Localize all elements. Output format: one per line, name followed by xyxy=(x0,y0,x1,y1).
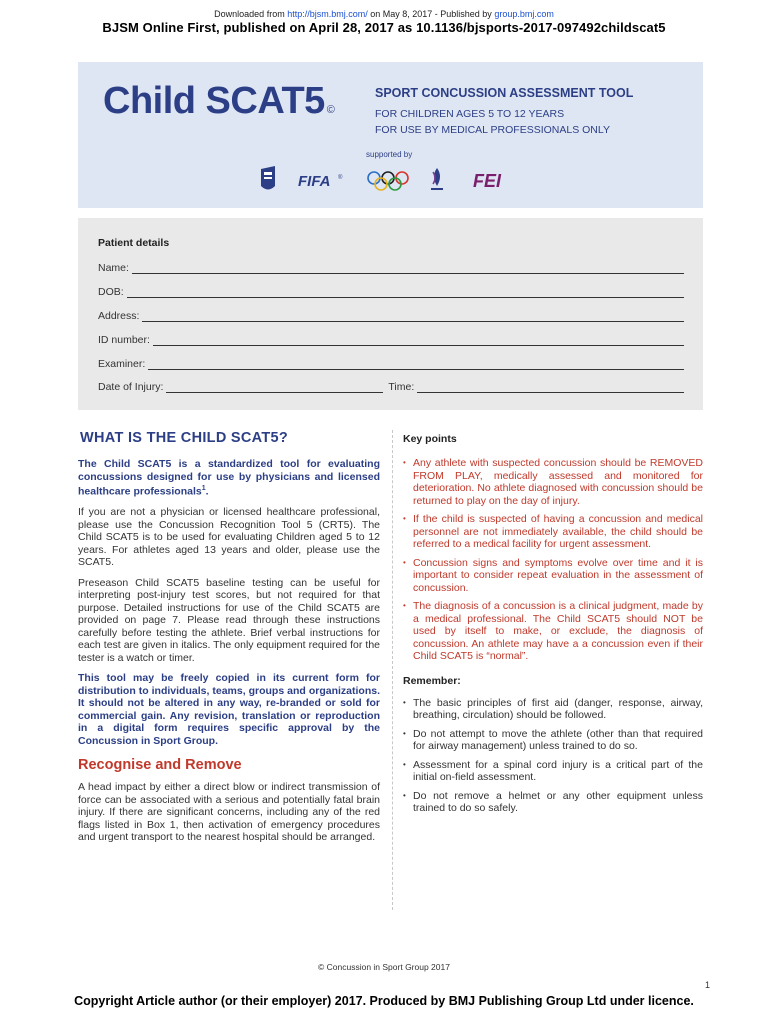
supported-by-label: supported by xyxy=(366,150,413,159)
remember-item: • Do not remove a helmet or any other equipment unless trained to do so safely. xyxy=(403,790,703,815)
licence-notice: Copyright Article author (or their employer) 2017. Produced by BMJ Publishing Group Ltd under licence. xyxy=(74,994,694,1008)
olympic-rings-icon xyxy=(368,172,408,190)
remember-item: • Assessment for a spinal cord injury is a critical part of the initial on-field assessment. xyxy=(403,759,703,784)
dob-line[interactable] xyxy=(127,288,684,298)
recognise-paragraph: A head impact by either a direct blow or indirect transmission of force can be associated with a serious and potentially fatal brain injury. If there are significant concerns, including any of the red flags listed in Box 1, then activation of emergency procedures and urgent transport to the nearest hospital should be arranged. xyxy=(78,781,380,843)
column-divider xyxy=(392,430,393,910)
examiner-line[interactable] xyxy=(148,360,684,370)
copyright-mark: © xyxy=(326,104,335,116)
examiner-field[interactable]: Examiner: xyxy=(98,356,684,370)
csg-copyright: © Concussion in Sport Group 2017 xyxy=(318,962,450,972)
address-field[interactable]: Address: xyxy=(98,308,684,322)
crt5-paragraph: If you are not a physician or licensed healthcare professional, please use the Concussion Recognition Tool 5 (CRT5). The Child SCAT5 is to be used for evaluating Children aged 5 to 12 years. For athletes aged 13 years and older, please use the SCAT5. xyxy=(78,506,380,568)
patient-details-box xyxy=(78,218,703,410)
bjsm-link[interactable]: http://bjsm.bmj.com/ xyxy=(287,9,368,19)
date-of-injury-line[interactable] xyxy=(166,383,383,393)
fifa-registered-mark: ® xyxy=(338,175,343,181)
left-column xyxy=(78,430,380,844)
age-range: FOR CHILDREN AGES 5 TO 12 YEARS xyxy=(375,108,565,120)
usage-note: FOR USE BY MEDICAL PROFESSIONALS ONLY xyxy=(375,124,610,136)
key-point-item: • The diagnosis of a concussion is a clinical judgment, made by a medical professional. The Child SCAT5 should NOT be used by itself to make, or exclude, the diagnosis of concussion. An athlete may have a a concussion even if their Child SCAT5 is “normal”. xyxy=(403,600,703,663)
title-header xyxy=(78,62,703,208)
address-line[interactable] xyxy=(142,312,684,322)
group-bmj-link[interactable]: group.bmj.com xyxy=(494,9,554,19)
remember-heading: Remember: xyxy=(403,674,461,687)
iihf-logo-icon xyxy=(261,166,275,190)
time-line[interactable] xyxy=(417,383,684,393)
fifa-logo: FIFA xyxy=(298,173,331,190)
patient-details-heading: Patient details xyxy=(98,237,170,249)
what-is-heading: WHAT IS THE CHILD SCAT5? xyxy=(80,430,289,446)
fei-logo: FEI xyxy=(473,171,502,191)
sponsor-logos xyxy=(261,166,523,194)
document-title: Child SCAT5 © xyxy=(103,80,335,122)
key-point-item: • Any athlete with suspected concussion should be REMOVED FROM PLAY, medically assessed and monitored for deterioration. No athlete diagnosed with concussion should be returned to play on the day of injury. xyxy=(403,457,703,507)
name-line[interactable] xyxy=(132,264,684,274)
remember-item: • The basic principles of first aid (danger, response, airway, breathing, circulation) should be followed. xyxy=(403,697,703,722)
download-notice: Downloaded from http://bjsm.bmj.com/ on May 8, 2017 - Published by group.bmj.com xyxy=(214,9,554,19)
dob-field[interactable]: DOB: xyxy=(98,284,684,298)
baseline-paragraph: Preseason Child SCAT5 baseline testing can be useful for interpreting post-injury test scores, but not required for that purpose. Detailed instructions for use of the Child SCAT5 are provided on page 7. Please read through these instructions carefully before testing the athlete. Brief verbal instructions for each test are given in italics. The only equipment required for the tester is a watch or timer. xyxy=(78,576,380,664)
right-column xyxy=(403,433,703,815)
key-point-item: • If the child is suspected of having a concussion and medical personnel are not immediately available, the child should be referred to a medical facility for urgent assessment. xyxy=(403,513,703,551)
page-number: 1 xyxy=(705,980,711,990)
remember-item: • Do not attempt to move the athlete (other than that required for airway management) unless trained to do so. xyxy=(403,728,703,753)
publication-headline: BJSM Online First, published on April 28, 2017 as 10.1136/bjsports-2017-097492childscat5 xyxy=(102,20,666,35)
copy-permission-paragraph: This tool may be freely copied in its current form for distribution to individuals, teams, groups and organizations. It should not be altered in any way, re-branded or sold for commercial gain. Any revision, translation or reproduction in a digital form requires specific approval by the Concussion in Sport Group. xyxy=(78,672,380,747)
date-time-field[interactable]: Date of Injury: Time: xyxy=(98,379,684,393)
tool-subtitle: SPORT CONCUSSION ASSESSMENT TOOL xyxy=(375,86,634,100)
key-points-heading: Key points xyxy=(403,433,457,445)
id-number-field[interactable]: ID number: xyxy=(98,332,684,346)
key-point-item: • Concussion signs and symptoms evolve over time and it is important to consider repeat evaluation in the assessment of concussion. xyxy=(403,557,703,595)
id-number-line[interactable] xyxy=(153,336,684,346)
recognise-remove-heading: Recognise and Remove xyxy=(78,757,242,773)
world-rugby-logo-icon xyxy=(431,168,443,190)
name-field[interactable]: Name: xyxy=(98,260,684,274)
intro-paragraph: The Child SCAT5 is a standardized tool for evaluating concussions designed for use by physicians and licensed healthcare professionals$^1$. xyxy=(78,458,380,498)
